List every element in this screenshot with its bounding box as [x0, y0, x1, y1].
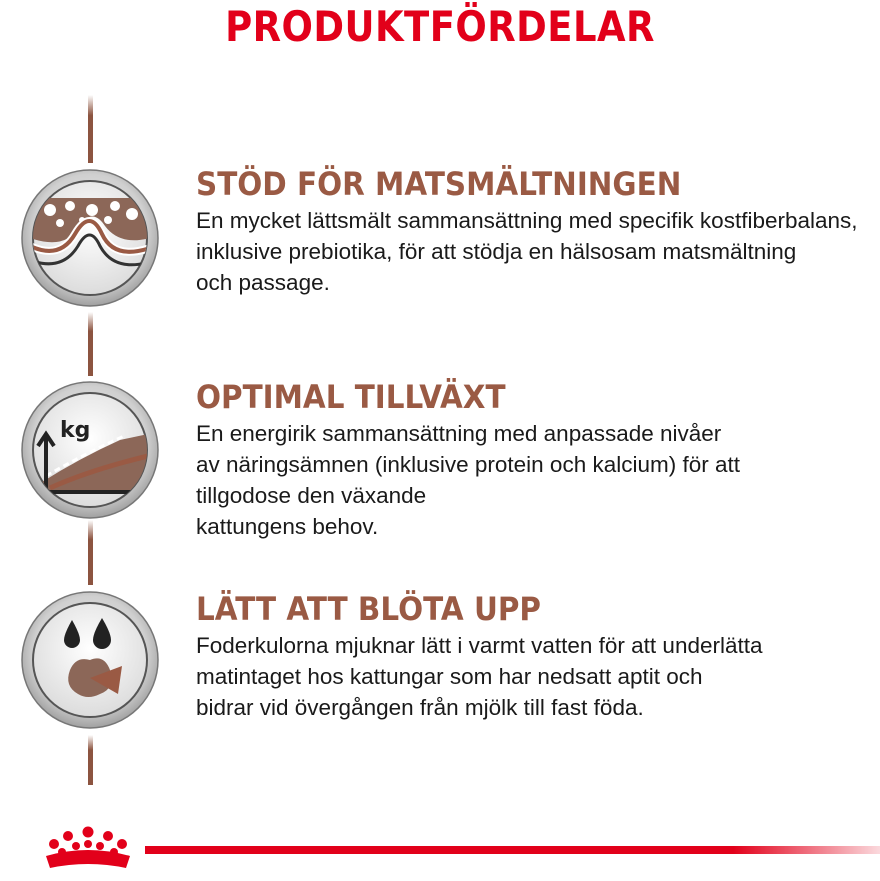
timeline-segment [88, 520, 93, 585]
benefit-title: STÖD FÖR MATSMÄLTNINGEN [196, 165, 682, 203]
footer-bar [145, 846, 880, 854]
water-drops-kibble-icon [20, 590, 160, 730]
timeline-segment [88, 312, 93, 376]
timeline-segment [88, 95, 93, 163]
growth-kg-icon [20, 380, 160, 520]
timeline-segment [88, 735, 93, 785]
kg-label: kg [60, 418, 91, 443]
benefit-growth [196, 378, 876, 542]
benefit-description: En energirik sammansättning med anpassade nivåer av näringsämnen (inklusive protein och kalcium) för att tillgodose den växande kattungens behov. [196, 421, 740, 539]
benefit-digestion [196, 165, 876, 298]
benefit-title: LÄTT ATT BLÖTA UPP [196, 590, 541, 628]
benefit-easy-rehydrate [196, 590, 876, 723]
page-title: PRODUKTFÖRDELAR [225, 2, 655, 51]
benefit-description: Foderkulorna mjuknar lätt i varmt vatten för att underlätta matintaget hos kattungar som har nedsatt aptit och bidrar vid övergången från mjölk till fast föda. [196, 633, 763, 720]
digestion-icon [20, 168, 160, 308]
benefit-title: OPTIMAL TILLVÄXT [196, 378, 506, 416]
royal-canin-crown-icon [40, 824, 136, 876]
benefit-description: En mycket lättsmält sammansättning med specifik kostfiberbalans, inklusive prebiotika, för att stödja en hälsosam matsmältning och passage. [196, 208, 858, 295]
